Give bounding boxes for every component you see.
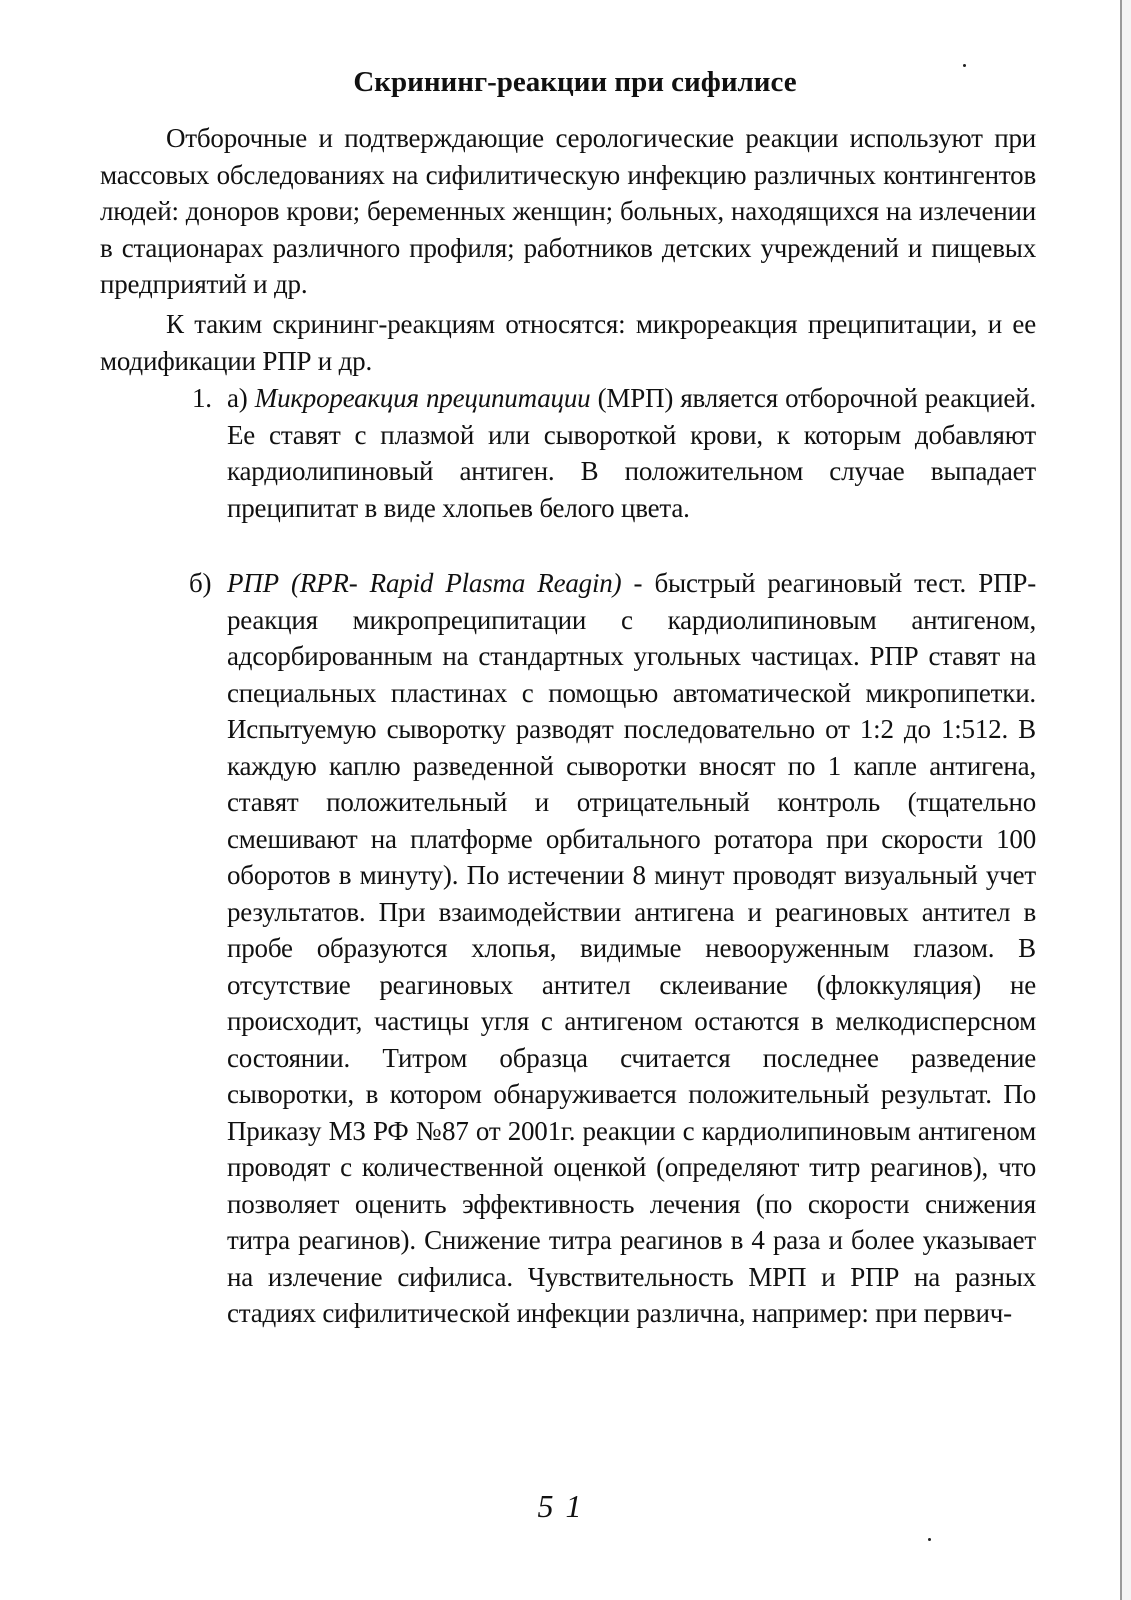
list-item-a-marker: а) [227, 383, 248, 413]
page-edge [1120, 0, 1131, 1600]
list-item-b [189, 565, 1036, 1332]
list-item-b-term: РПР (RPR- Rapid Plasma Reagin) [227, 568, 622, 598]
list-item-a-term: Микрореакция преципитации [254, 383, 591, 413]
page-title: Скрининг-реакции при сифилисе [353, 66, 797, 98]
list-item-number: 1. [192, 383, 212, 413]
page-number: 51 [537, 1488, 594, 1524]
scan-speck [928, 1538, 931, 1541]
scan-speck [963, 64, 966, 67]
list-item-a-text: (МРП) является отборочной реакцией. Ее ставят с плазмой или сывороткой крови, к которым добавляют кардиолипиновый антиген. В положительном случае выпадает преципитат в виде хлопьев белого цвета. [227, 383, 1036, 523]
screening-paragraph: К таким скрининг-реакциям относятся: микрореакция преципитации, и ее модификации РПР и др. [100, 309, 1036, 376]
intro-paragraph: Отборочные и подтверждающие серологические реакции используют при массовых обследованиях на сифилитическую инфекцию различных контингентов людей: доноров крови; беременных женщин; больных, находящихся на излечении в стационарах различного профиля; работников детских учреждений и пищевых предприятий и др. [100, 123, 1036, 299]
list-item-b-text: - быстрый реагиновый тест. РПР-реакция микропреципитации с кардиолипиновым антигеном, адсорбированным на стандартных угольных частицах. РПР ставят на специальных пластинах с помощью автоматической микропипетки. Испытуемую сыворотку разводят последовательно от 1:2 до 1:512. В каждую каплю разведенной сыворотки вносят по 1 капле антигена, ставят положительный и отрицательный контроль (тщательно смешивают на платформе орбитального ротатора при скорости 100 оборотов в минуту). По истечении 8 минут проводят визуальный учет результатов. При взаимодействии антигена и реагиновых антител в пробе образуются хлопья, видимые невооруженным глазом. В отсутствие реагиновых антител склеивание (флоккуляция) не происходит, частицы угля с антигеном остаются в мелкодисперсном состоянии. Титром образца считается последнее разведение сыворотки, в котором обнаруживается положительный результат. По Приказу МЗ РФ №87 от 2001г. реакции с кардиолипиновым антигеном проводят с количественной оценкой (определяют титр реагинов), что позволяет оценить эффективность лечения (по скорости снижения титра реагинов). Снижение титра реагинов в 4 раза и более указывает на излечение сифилиса. Чувствительность МРП и РПР на разных стадиях сифилитической инфекции различна, например: при первич- [227, 568, 1036, 1328]
list-item-a [192, 380, 1036, 526]
list-item-b-marker: б) [189, 568, 212, 598]
